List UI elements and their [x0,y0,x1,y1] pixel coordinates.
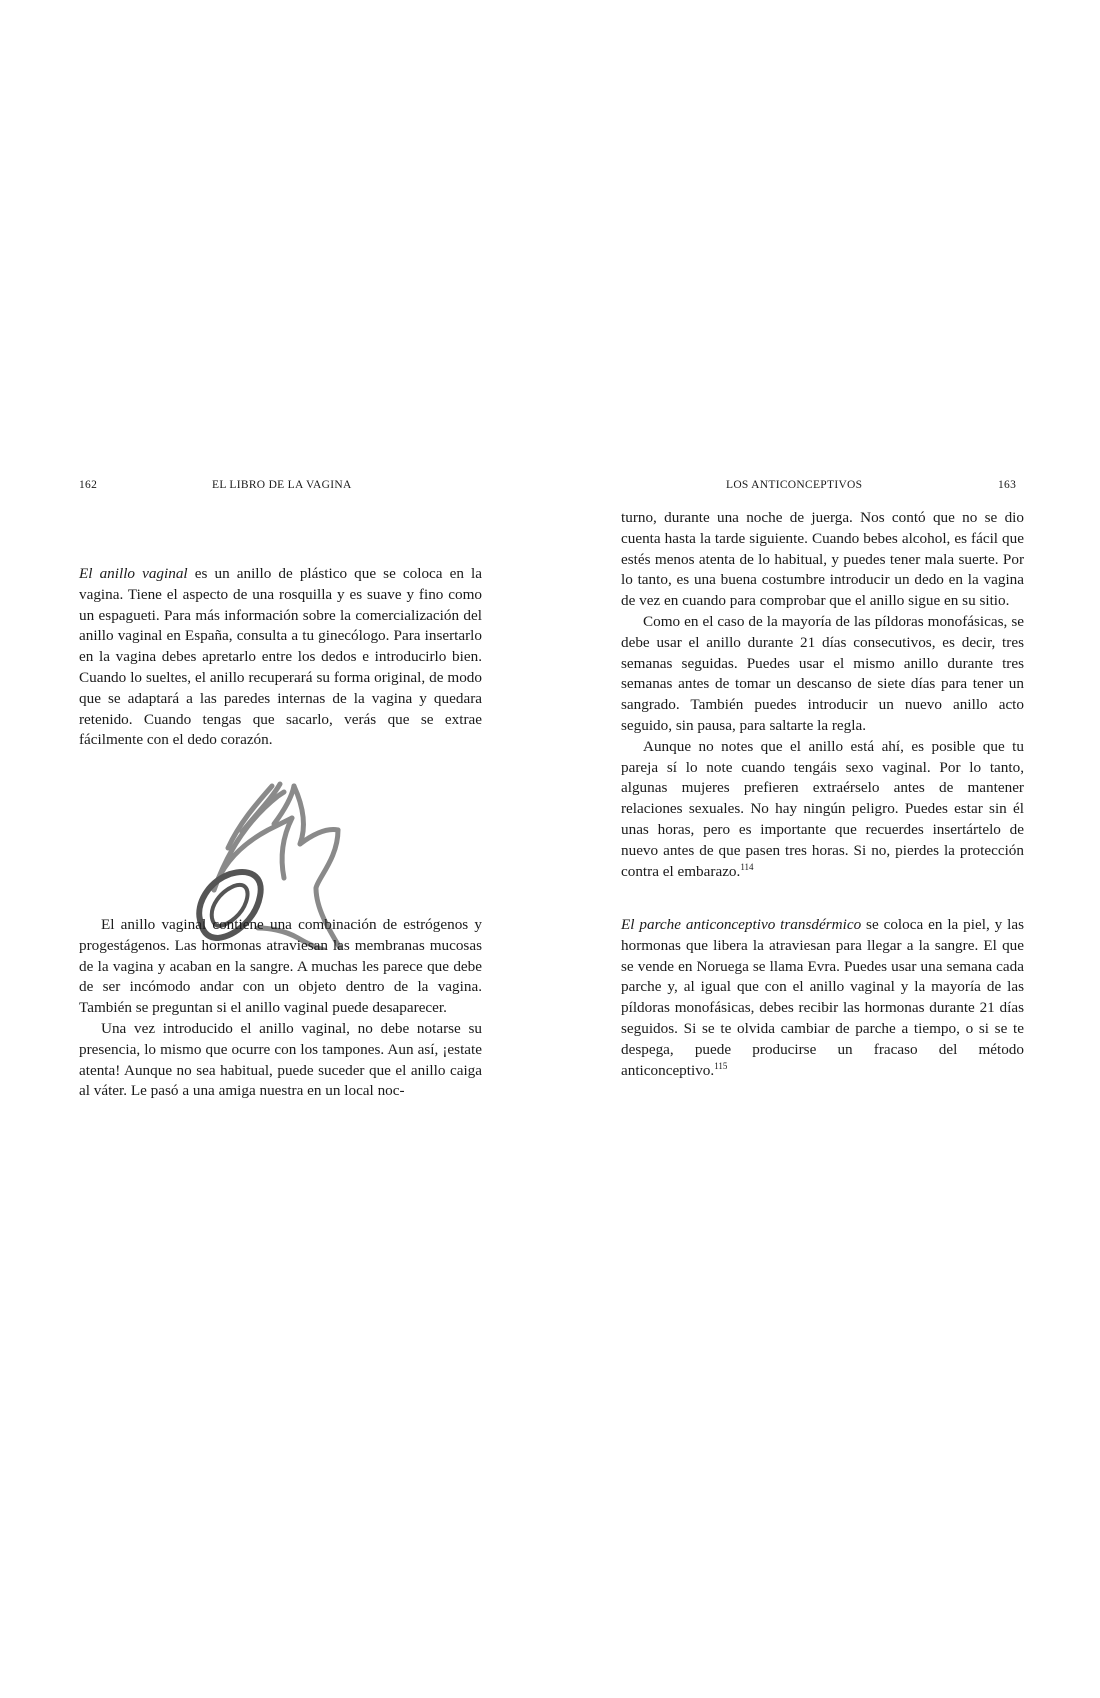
paragraph-turno: turno, durante una noche de juerga. Nos contó que no se dio cuenta hasta la tarde siguiente. Cuando bebes alcohol, es fácil que estés menos atenta de lo habitual, y puedes tener mala suerte. Por lo tanto, es una buena costumbre introducir un dedo en la vagina de vez en cuando para comprobar que el anillo sigue en su sitio. [621,509,1024,610]
left-column-bottom [79,915,482,1102]
right-column-bottom [621,915,1024,1081]
right-page [550,0,1100,1698]
running-head-left: EL LIBRO DE LA VAGINA [212,479,352,491]
paragraph-text: es un anillo de plástico que se coloca en la vagina. Tiene el aspecto de una rosquilla y es suave y fino como un espagueti. Para más información sobre la comercialización del anillo vaginal en España, consulta a tu ginecólogo. Para insertarlo en la vagina debes apretarlo entre los dedos e introducirlo bien. Cuando lo sueltes, el anillo recuperará su forma original, de modo que se adaptará a las paredes internas de la vagina y quedara retenido. Cuando tengas que sacarlo, verás que se extrae fácilmente con el dedo corazón. [79,565,482,749]
footnote-ref-115: 115 [714,1060,728,1071]
right-column-top [621,508,1024,882]
paragraph-text: Aunque no notes que el anillo está ahí, es posible que tu pareja sí lo note cuando tengáis sexo vaginal. Por lo tanto, algunas mujeres prefieren extraérselo antes de mantener relaciones sexuales. No hay ningún peligro. Puedes estar sin él unas horas, pero es importante que recuerdes insertártelo de nuevo antes de que pasen tres horas. Si no, pierdes la protección contra el embarazo. [621,737,1024,880]
running-head-right: LOS ANTICONCEPTIVOS [726,479,863,491]
italic-term: El anillo vaginal [79,565,188,582]
left-column-top [79,564,482,751]
italic-term: El parche anticonceptivo transdérmico [621,916,862,933]
paragraph-pareja [621,737,1024,883]
paragraph-parche [621,915,1024,1081]
page-number-left: 162 [79,479,98,491]
paragraph-introducido: Una vez introducido el anillo vaginal, no debe notarse su presencia, lo mismo que ocurre con los tampones. Aun así, ¡estate atenta! Aunque no sea habitual, puede suceder que el anillo caiga al váter. Le pasó a una amiga nuestra en un local noc- [79,1019,482,1100]
footnote-ref-114: 114 [740,861,754,872]
page-number-right: 163 [998,479,1017,491]
paragraph-text: se coloca en la piel, y las hormonas que libera la atraviesan para llegar a la sangre. El que se vende en Noruega se llama Evra. Puedes usar una semana cada parche y, al igual que con el anillo vaginal y la mayoría de las píldoras monofásicas, debes recibir las hormonas durante 21 días seguidos. Si se te olvida cambiar de parche a tiempo, o si se te despega, puede producirse un fracaso del método anticonceptivo. [621,916,1024,1079]
paragraph-hormonas: El anillo vaginal contiene una combinación de estrógenos y progestágenos. Las hormonas atraviesan las membranas mucosas de la vagina y acaban en la sangre. A muchas les parece que debe de ser incómodo andar con un objeto dentro de la vagina. También se preguntan si el anillo vaginal puede desaparecer. [79,916,482,1017]
paragraph-anillo-intro [79,564,482,751]
paragraph-pildoras: Como en el caso de la mayoría de las píldoras monofásicas, se debe usar el anillo durante 21 días consecutivos, es decir, tres semanas seguidas. Puedes usar el mismo anillo durante tres semanas antes de tomar un descanso de siete días para tener un sangrado. También puedes introducir un nuevo anillo acto seguido, sin pausa, para saltarte la regla. [621,612,1024,734]
